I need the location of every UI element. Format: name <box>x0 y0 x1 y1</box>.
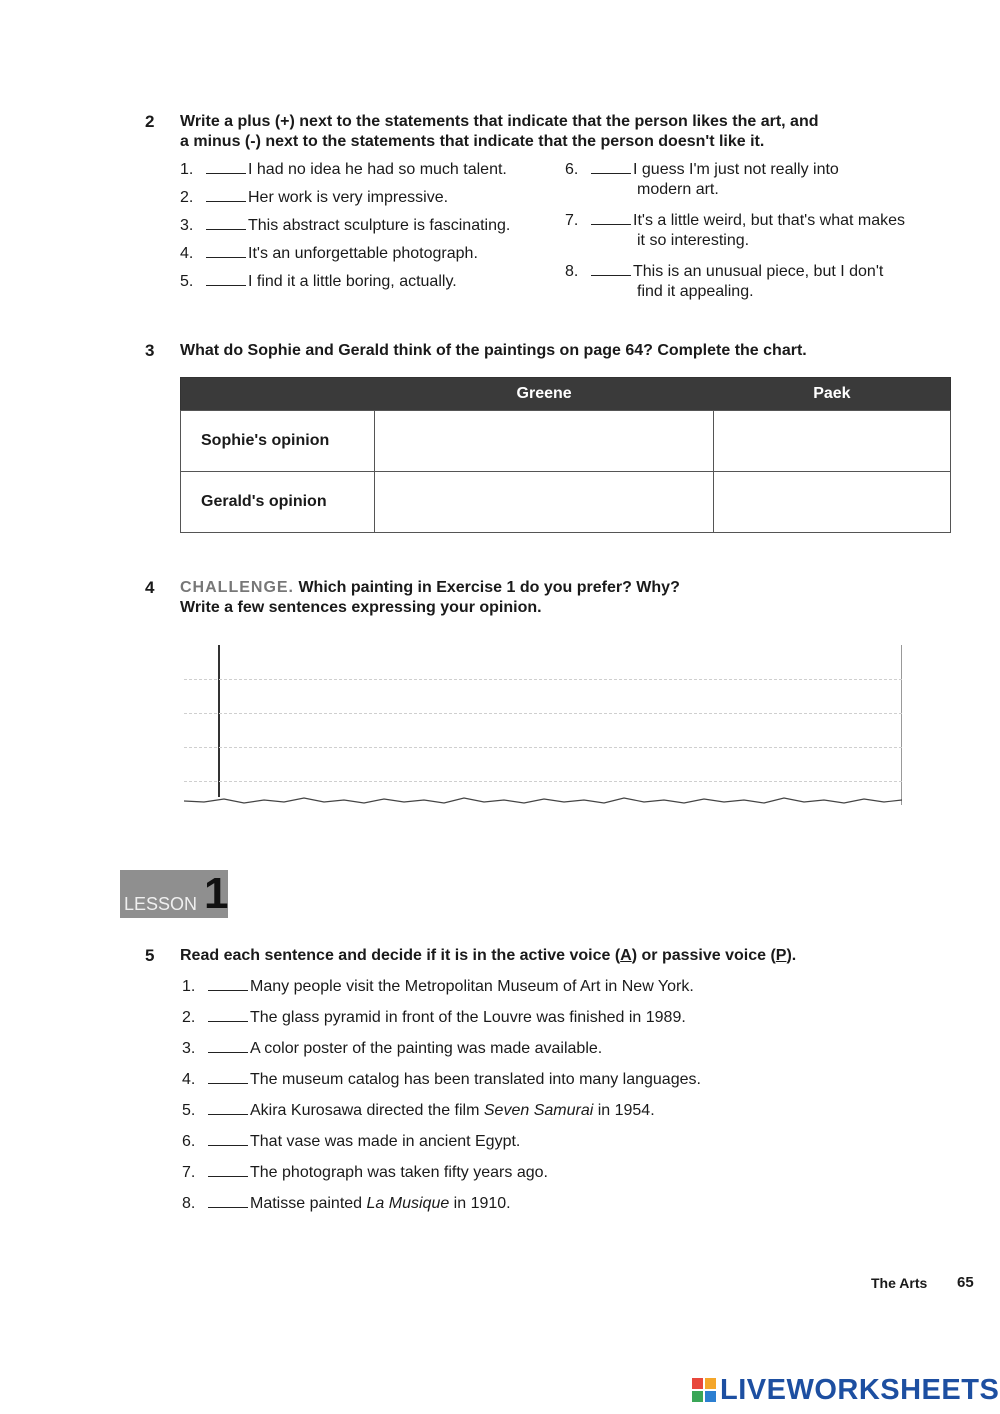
item-number: 3. <box>182 1040 196 1057</box>
item-text: This abstract sculpture is fascinating. <box>248 217 511 234</box>
exercise-5-list <box>182 976 701 1214</box>
answer-blank[interactable] <box>591 261 631 276</box>
cell-sophie-paek[interactable] <box>714 411 951 472</box>
exercise-5-instruction <box>180 946 796 966</box>
writing-area[interactable] <box>184 645 902 805</box>
item-text: Matisse painted <box>250 1195 367 1212</box>
list-item <box>565 210 905 251</box>
list-item <box>182 1162 701 1183</box>
list-item <box>182 1069 701 1090</box>
instruction-text: ). <box>786 947 797 964</box>
lesson-badge <box>120 870 228 918</box>
exercise-2-right-list <box>565 159 905 302</box>
lesson-number: 1 <box>204 869 229 918</box>
item-text-cont: find it appealing. <box>637 283 754 300</box>
item-number: 5. <box>182 1102 196 1119</box>
opinion-chart <box>180 377 951 533</box>
list-item <box>182 1007 701 1028</box>
exercise-2-instruction-line2: a minus (-) next to the statements that indicate that the person doesn't like it. <box>180 133 765 150</box>
logo-square <box>692 1378 703 1389</box>
answer-blank[interactable] <box>206 159 246 174</box>
chart-header-paek: Paek <box>714 378 951 411</box>
logo-square <box>705 1391 716 1402</box>
item-number: 6. <box>182 1133 196 1150</box>
answer-blank[interactable] <box>208 1162 248 1177</box>
item-text-cont: it so interesting. <box>637 232 750 249</box>
cell-gerald-paek[interactable] <box>714 472 951 533</box>
list-item <box>182 1131 701 1152</box>
torn-edge <box>184 793 902 807</box>
list-item <box>180 243 510 264</box>
item-text: That vase was made in ancient Egypt. <box>250 1133 521 1150</box>
item-text: Many people visit the Metropolitan Museum of Art in New York. <box>250 978 694 995</box>
item-text: A color poster of the painting was made available. <box>250 1040 603 1057</box>
writing-line <box>184 781 902 782</box>
item-number: 5. <box>180 273 194 290</box>
item-text: It's an unforgettable photograph. <box>248 245 478 262</box>
exercise-4-instruction-line2: Write a few sentences expressing your opinion. <box>180 599 542 616</box>
exercise-2-number: 2 <box>145 112 155 131</box>
list-item <box>182 976 701 997</box>
logo-square <box>705 1378 716 1389</box>
item-number: 8. <box>565 263 579 280</box>
answer-blank[interactable] <box>206 271 246 286</box>
cell-sophie-greene[interactable] <box>375 411 714 472</box>
chart-header-row <box>181 378 951 411</box>
answer-blank[interactable] <box>591 210 631 225</box>
item-title: Seven Samurai <box>483 1102 594 1119</box>
row-label-gerald: Gerald's opinion <box>181 472 375 533</box>
item-number: 6. <box>565 161 579 178</box>
item-text: I guess I'm just not really into <box>633 161 839 178</box>
list-item <box>182 1100 701 1121</box>
answer-blank[interactable] <box>208 976 248 991</box>
page-number: 65 <box>957 1274 974 1291</box>
item-number: 4. <box>180 245 194 262</box>
list-item <box>180 271 510 292</box>
item-text: Her work is very impressive. <box>248 189 449 206</box>
item-text: Akira Kurosawa directed the film <box>250 1102 484 1119</box>
answer-blank[interactable] <box>208 1193 248 1208</box>
item-number: 7. <box>182 1164 196 1181</box>
item-number: 2. <box>182 1009 196 1026</box>
item-number: 8. <box>182 1195 196 1212</box>
item-title: La Musique <box>366 1195 450 1212</box>
item-text: I had no idea he had so much talent. <box>248 161 507 178</box>
item-text: The museum catalog has been translated into many languages. <box>250 1071 701 1088</box>
item-number: 7. <box>565 212 579 229</box>
exercise-2-instruction-line1: Write a plus (+) next to the statements that indicate that the person likes the art, and <box>180 113 819 130</box>
item-text: This is an unusual piece, but I don't <box>633 263 884 280</box>
footer-section-title: The Arts <box>871 1275 928 1291</box>
table-row <box>181 472 951 533</box>
table-row <box>181 411 951 472</box>
answer-blank[interactable] <box>208 1069 248 1084</box>
logo-square <box>692 1391 703 1402</box>
list-item <box>182 1193 701 1214</box>
exercise-4-instruction <box>180 578 680 618</box>
item-text: in 1910. <box>449 1195 511 1212</box>
lesson-label: LESSON <box>124 894 198 914</box>
row-label-sophie: Sophie's opinion <box>181 411 375 472</box>
list-item <box>180 159 510 180</box>
exercise-3-instruction: What do Sophie and Gerald think of the paintings on page 64? Complete the chart. <box>180 342 807 359</box>
answer-blank[interactable] <box>208 1100 248 1115</box>
instruction-text: Read each sentence and decide if it is in the active voice ( <box>180 947 621 964</box>
cell-gerald-greene[interactable] <box>375 472 714 533</box>
list-item <box>565 159 905 200</box>
challenge-label: CHALLENGE. <box>180 579 294 596</box>
passive-code: P <box>775 947 787 964</box>
exercise-2-instruction <box>180 112 819 152</box>
answer-blank[interactable] <box>208 1038 248 1053</box>
item-number: 1. <box>180 161 194 178</box>
answer-blank[interactable] <box>591 159 631 174</box>
active-code: A <box>620 947 632 964</box>
writing-line <box>184 747 902 748</box>
item-text: It's a little weird, but that's what makes <box>633 212 905 229</box>
exercise-3-number: 3 <box>145 341 155 360</box>
list-item <box>180 187 510 208</box>
exercise-4-number: 4 <box>145 578 155 597</box>
writing-line <box>184 679 902 680</box>
instruction-text: ) or passive voice ( <box>631 947 776 964</box>
answer-blank[interactable] <box>208 1007 248 1022</box>
answer-blank[interactable] <box>206 215 246 230</box>
answer-blank[interactable] <box>208 1131 248 1146</box>
answer-blank[interactable] <box>206 243 246 258</box>
writing-line <box>184 713 902 714</box>
exercise-5-number: 5 <box>145 946 155 965</box>
liveworksheets-logo[interactable] <box>692 1374 999 1406</box>
logo-icon <box>692 1378 716 1402</box>
item-text: in 1954. <box>593 1102 655 1119</box>
answer-blank[interactable] <box>206 187 246 202</box>
list-item <box>180 215 510 236</box>
list-item <box>182 1038 701 1059</box>
item-text-cont: modern art. <box>637 181 719 198</box>
exercise-2-left-list <box>180 159 510 292</box>
margin-line <box>218 645 220 797</box>
item-number: 4. <box>182 1071 196 1088</box>
logo-text: LIVEWORKSHEETS <box>720 1373 1000 1406</box>
item-text: I find it a little boring, actually. <box>248 273 457 290</box>
chart-header-greene: Greene <box>375 378 714 411</box>
item-text: The glass pyramid in front of the Louvre was finished in 1989. <box>250 1009 686 1026</box>
item-text: The photograph was taken fifty years ago. <box>250 1164 548 1181</box>
item-number: 2. <box>180 189 194 206</box>
list-item <box>565 261 905 302</box>
chart-header-blank <box>181 378 375 411</box>
item-number: 1. <box>182 978 196 995</box>
exercise-4-instruction-line1: Which painting in Exercise 1 do you prefer? Why? <box>298 579 680 596</box>
item-number: 3. <box>180 217 194 234</box>
